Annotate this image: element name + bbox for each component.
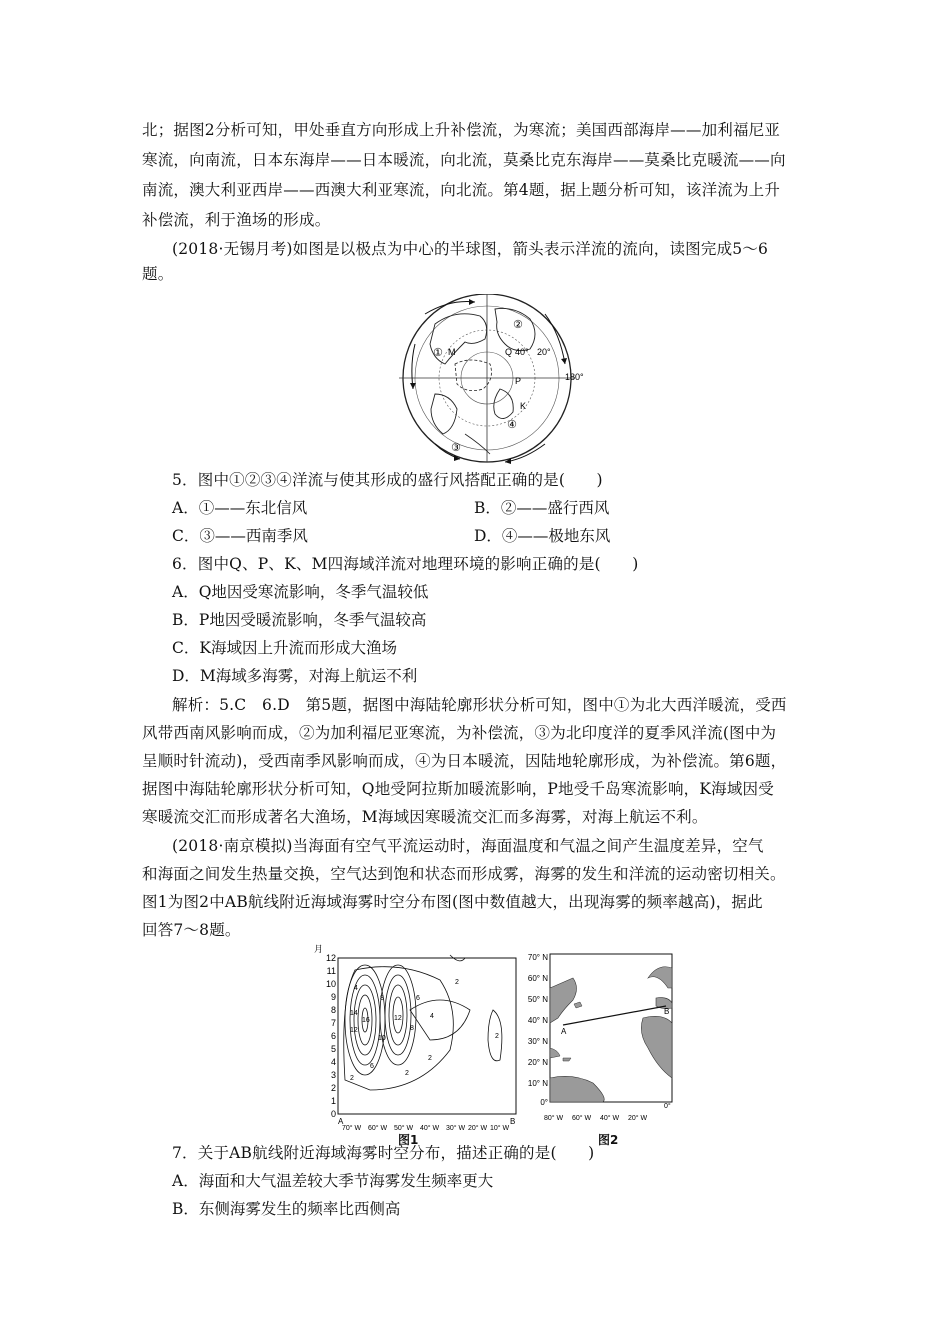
map-label: P (515, 376, 522, 386)
map-label: M (448, 347, 456, 357)
option-a: A．①——东北信风 (172, 499, 308, 517)
question-stem: 5．图中①②③④洋流与使其形成的盛行风搭配正确的是( ) (172, 471, 603, 489)
longitude-label: 180° (565, 372, 584, 382)
endpoint-label: A (338, 1117, 344, 1126)
map-label: K (520, 401, 527, 411)
lat-tick: 20° N (527, 1058, 548, 1067)
option-b: B．P地因受暖流影响，冬季气温较高 (172, 611, 427, 629)
latitude-label: 20° (537, 347, 551, 357)
option-c: C．K海域因上升流而形成大渔场 (172, 639, 397, 657)
question-stem: 7．关于AB航线附近海域海雾时空分布，描述正确的是( ) (172, 1144, 595, 1162)
y-tick: 1 (330, 1096, 336, 1106)
figure-caption: 图2 (598, 1133, 619, 1147)
y-tick: 5 (330, 1044, 336, 1054)
option-c: C．③——西南季风 (172, 527, 308, 545)
map-label: ① (433, 347, 443, 359)
y-tick: 9 (330, 992, 336, 1002)
contour-label: 12 (350, 1027, 358, 1034)
contour-label: 2 (350, 1075, 354, 1082)
analysis-text: 呈顺时针流动)，受西南季风影响而成，④为日本暖流，因陆地轮廓形成，为补偿流。第6题， (142, 752, 787, 770)
contour-label: 4 (354, 985, 358, 992)
y-tick: 8 (330, 1005, 336, 1015)
route-point-b: B (664, 1007, 670, 1016)
figure-caption: 图1 (398, 1133, 419, 1147)
polar-hemisphere-map (395, 294, 595, 466)
intro-text: 题。 (142, 265, 174, 283)
map-label: ③ (451, 442, 461, 454)
lat-tick: 70° N (527, 953, 548, 962)
option-b: B．东侧海雾发生的频率比西侧高 (172, 1200, 401, 1218)
y-tick: 2 (330, 1083, 336, 1093)
analysis-text: 据图中海陆轮廓形状分析可知，Q地受阿拉斯加暖流影响，P地受千岛寒流影响，K海域因受 (142, 780, 774, 798)
route-point-a: A (561, 1027, 567, 1036)
contour-label: 8 (410, 1025, 414, 1032)
lat-tick: 60° N (527, 974, 548, 983)
y-tick: 12 (325, 953, 336, 963)
question-stem: 6．图中Q、P、K、M四海域洋流对地理环境的影响正确的是( ) (172, 555, 639, 573)
option-a: A．Q地因受寒流影响，冬季气温较低 (172, 583, 429, 601)
contour-label: 8 (380, 995, 384, 1002)
option-a: A．海面和大气温差较大季节海雾发生频率更大 (172, 1172, 494, 1190)
intro-text: 回答7～8题。 (142, 921, 241, 939)
option-d: D．M海域多海雾，对海上航运不利 (172, 667, 418, 685)
y-tick: 11 (326, 966, 336, 976)
lon-tick: 40° W (600, 1115, 620, 1122)
lat-tick: 0° (540, 1098, 548, 1107)
y-tick: 6 (330, 1031, 336, 1041)
lat-tick: 50° N (527, 995, 548, 1004)
contour-label: 10 (378, 1035, 386, 1042)
text-line: 补偿流，利于渔场的形成。 (142, 211, 331, 229)
x-tick: 50° W (394, 1125, 414, 1130)
lat-tick: 10° N (527, 1079, 548, 1088)
contour-label: 4 (430, 1013, 434, 1020)
text-line: 寒流，向南流，日本东海岸——日本暖流，向北流，莫桑比克东海岸——莫桑比克暖流——向 (142, 151, 786, 169)
x-tick: 60° W (368, 1125, 388, 1130)
contour-label: 14 (350, 1010, 358, 1017)
contour-label: 16 (362, 1017, 370, 1024)
y-tick: 0 (330, 1109, 336, 1119)
map-label: ④ (507, 419, 517, 431)
lat-tick: 30° N (527, 1037, 548, 1046)
y-tick: 4 (330, 1057, 336, 1067)
map-label: ② (513, 319, 523, 331)
y-axis-title: 月 (314, 944, 324, 954)
lon-tick: 20° W (628, 1115, 648, 1122)
y-tick: 7 (330, 1018, 336, 1028)
x-tick: 40° W (420, 1125, 440, 1130)
intro-text: 图1为图2中AB航线附近海域海雾时空分布图(图中数值越大，出现海雾的频率越高)，据此 (142, 893, 763, 911)
lon-tick: 0° (664, 1103, 671, 1110)
lat-tick: 40° N (527, 1016, 548, 1025)
ab-route-map (518, 948, 678, 1130)
x-tick: 20° W (468, 1125, 488, 1130)
option-d: D．④——极地东风 (474, 527, 611, 545)
lon-tick: 80° W (544, 1115, 564, 1122)
text-line: 南流，澳大利亚西岸——西澳大利亚寒流，向北流。第4题，据上题分析可知，该洋流为上升 (142, 181, 781, 199)
latitude-label: 40° (515, 347, 529, 357)
contour-label: 12 (394, 1015, 402, 1022)
y-tick: 10 (325, 979, 336, 989)
contour-label: 6 (370, 1063, 374, 1070)
y-tick: 3 (330, 1070, 336, 1080)
contour-label: 2 (405, 1070, 409, 1077)
x-tick: 30° W (446, 1125, 466, 1130)
lon-tick: 60° W (572, 1115, 592, 1122)
contour-label: 2 (495, 1033, 499, 1040)
map-label: Q (505, 347, 513, 357)
option-b: B．②——盛行西风 (474, 499, 610, 517)
x-tick: 70° W (342, 1125, 362, 1130)
text-line: 北；据图2分析可知，甲处垂直方向形成上升补偿流，为寒流；美国西部海岸——加利福尼亚 (142, 121, 781, 139)
intro-text: (2018·南京模拟)当海面有空气平流运动时，海面温度和气温之间产生温度差异，空气 (172, 837, 764, 855)
analysis-text: 寒暖流交汇而形成著名大渔场，M海域因寒暖流交汇而多海雾，对海上航运不利。 (142, 808, 708, 826)
analysis-text: 解析：5.C 6.D 第5题，据图中海陆轮廓形状分析可知，图中①为北大西洋暖流，受西 (172, 696, 787, 714)
intro-text: 和海面之间发生热量交换，空气达到饱和状态而形成雾，海雾的发生和洋流的运动密切相关。 (142, 865, 786, 883)
analysis-text: 风带西南风影响而成，②为加利福尼亚寒流，为补偿流，③为北印度洋的夏季风洋流(图中为 (142, 724, 777, 742)
contour-label: 2 (428, 1055, 432, 1062)
contour-label: 2 (455, 979, 459, 986)
contour-label: 6 (416, 995, 420, 1002)
x-tick: 10° W (490, 1125, 510, 1130)
endpoint-label: B (510, 1117, 516, 1126)
intro-text: (2018·无锡月考)如图是以极点为中心的半球图，箭头表示洋流的流向，读图完成5～6 (172, 240, 769, 258)
fog-contour-figure (310, 940, 520, 1130)
